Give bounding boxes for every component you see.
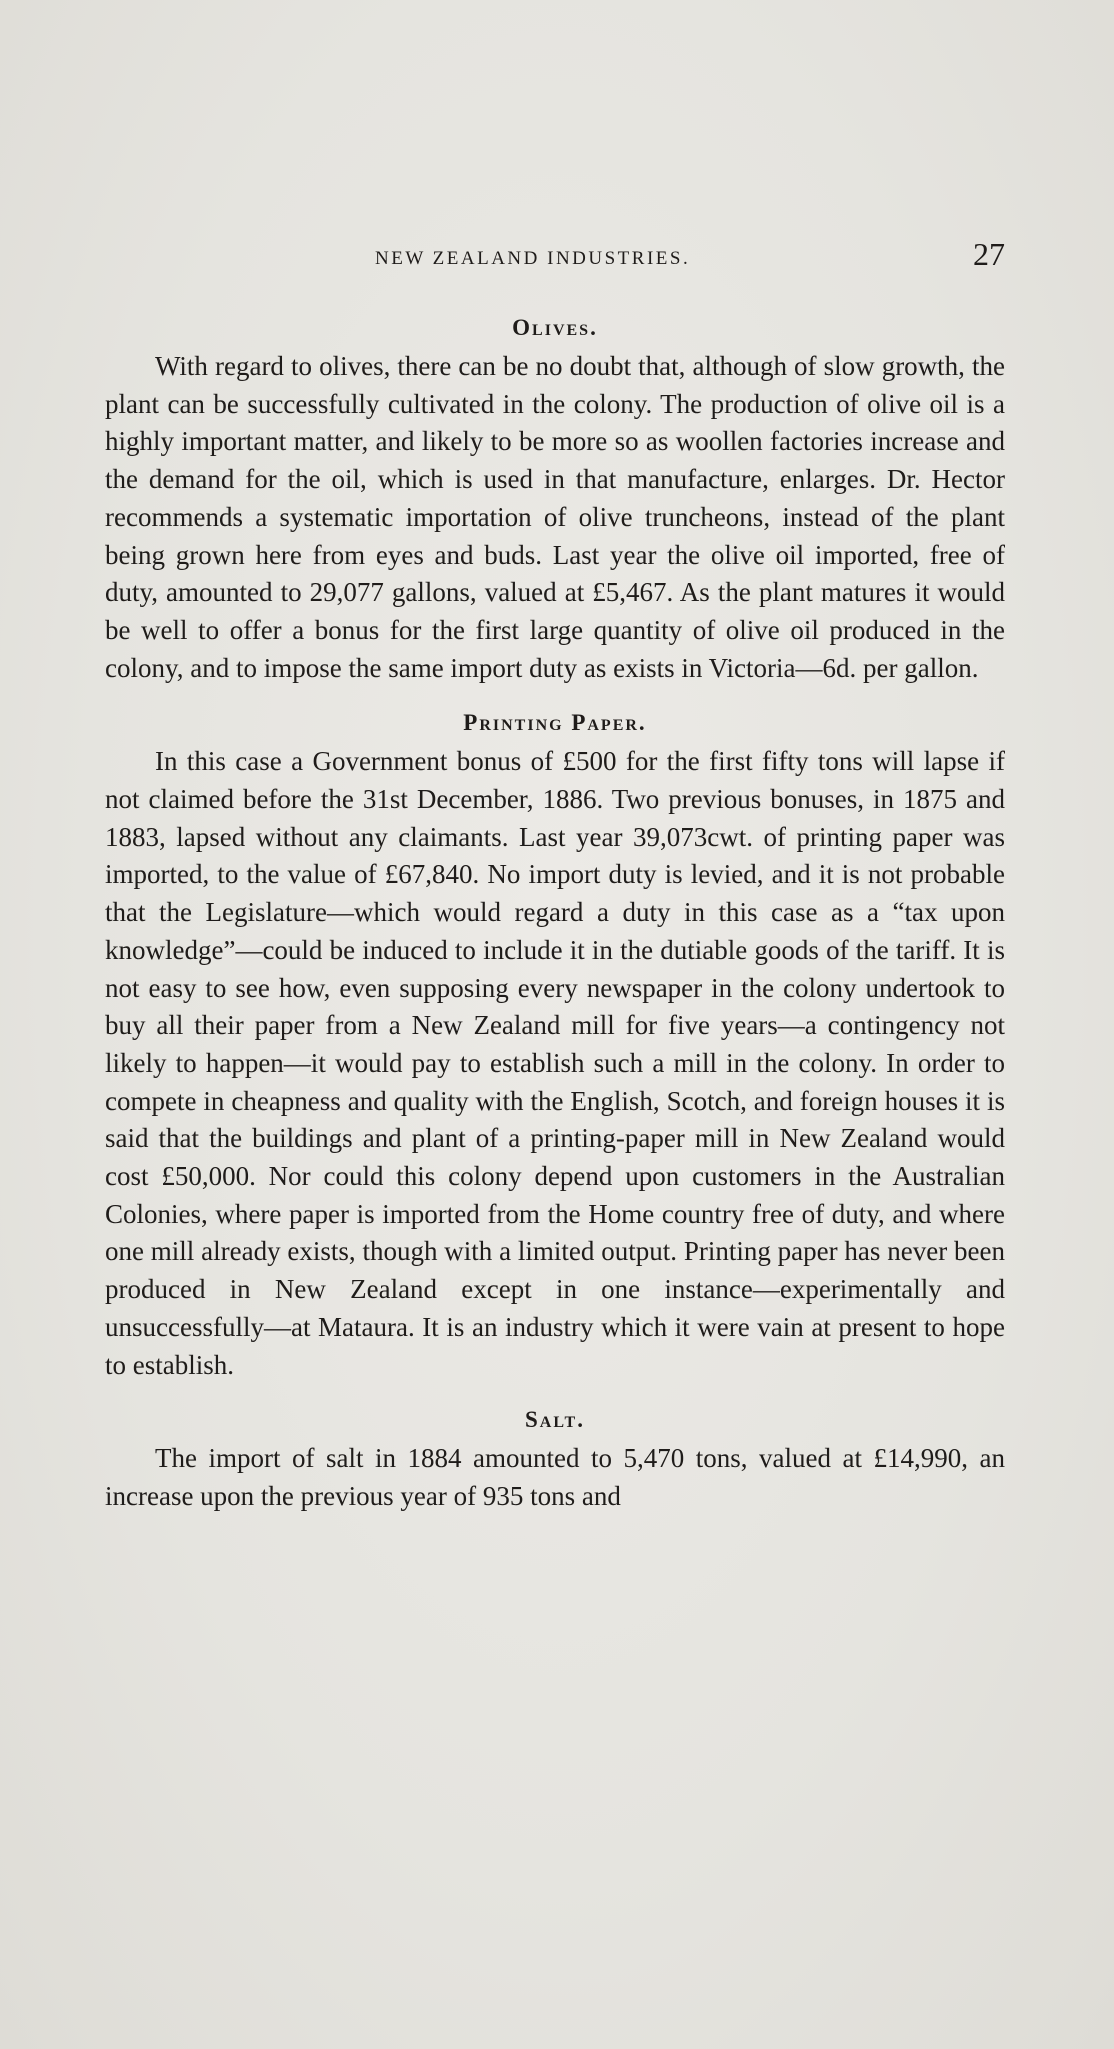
paragraph-salt: The import of salt in 1884 amounted to 5,470 tons, valued at £14,990, an increase upon the previous year of 935 tons and bbox=[105, 1443, 1005, 1511]
page-number: 27 bbox=[973, 236, 1005, 272]
section-heading-olives: Olives. bbox=[512, 315, 598, 340]
paragraph-olives: With regard to olives, there can be no doubt that, although of slow growth, the plant can be successfully cultivated in the colony. The production of olive oil is a highly important matter, and likely to be more so as woollen factories increase and the demand for the oil, which is used in that manufacture, enlarges. Dr. Hector recommends a systematic importation of olive truncheons, instead of the plant being grown here from eyes and buds. Last year the olive oil imported, free of duty, amounted to 29,077 gallons, valued at £5,467. As the plant matures it would be well to offer a bonus for the first large quantity of olive oil produced in the colony, and to impose the same import duty as exists in Victoria—6d. per gallon. bbox=[105, 351, 1005, 683]
paragraph-printing-paper: In this case a Government bonus of £500 for the first fifty tons will lapse if not claimed before the 31st December, 1886. Two previous bonuses, in 1875 and 1883, lapsed without any claimants. Last year 39,073cwt. of printing paper was imported, to the value of £67,840. No import duty is levied, and it is not probable that the Legislature—which would regard a duty in this case as a “tax upon knowledge”—could be induced to include it in the dutiable goods of the tariff. It is not easy to see how, even supposing every newspaper in the colony undertook to buy all their paper from a New Zealand mill for five years—a contingency not likely to happen—it would pay to establish such a mill in the colony. In order to compete in cheapness and quality with the English, Scotch, and foreign houses it is said that the buildings and plant of a printing-paper mill in New Zealand would cost £50,000. Nor could this colony depend upon customers in the Australian Colonies, where paper is imported from the Home country free of duty, and where one mill already exists, though with a limited output. Printing paper has never been produced in New Zealand except in one instance—experimentally and unsuccessfully—at Mataura. It is an industry which it were vain at present to hope to establish. bbox=[105, 746, 1005, 1380]
section-heading-printing-paper: Printing Paper. bbox=[463, 710, 647, 736]
section-heading-salt: Salt. bbox=[525, 1407, 585, 1433]
running-head bbox=[105, 236, 1005, 286]
running-title: NEW ZEALAND INDUSTRIES. bbox=[375, 248, 691, 269]
body-text bbox=[105, 308, 1005, 1532]
